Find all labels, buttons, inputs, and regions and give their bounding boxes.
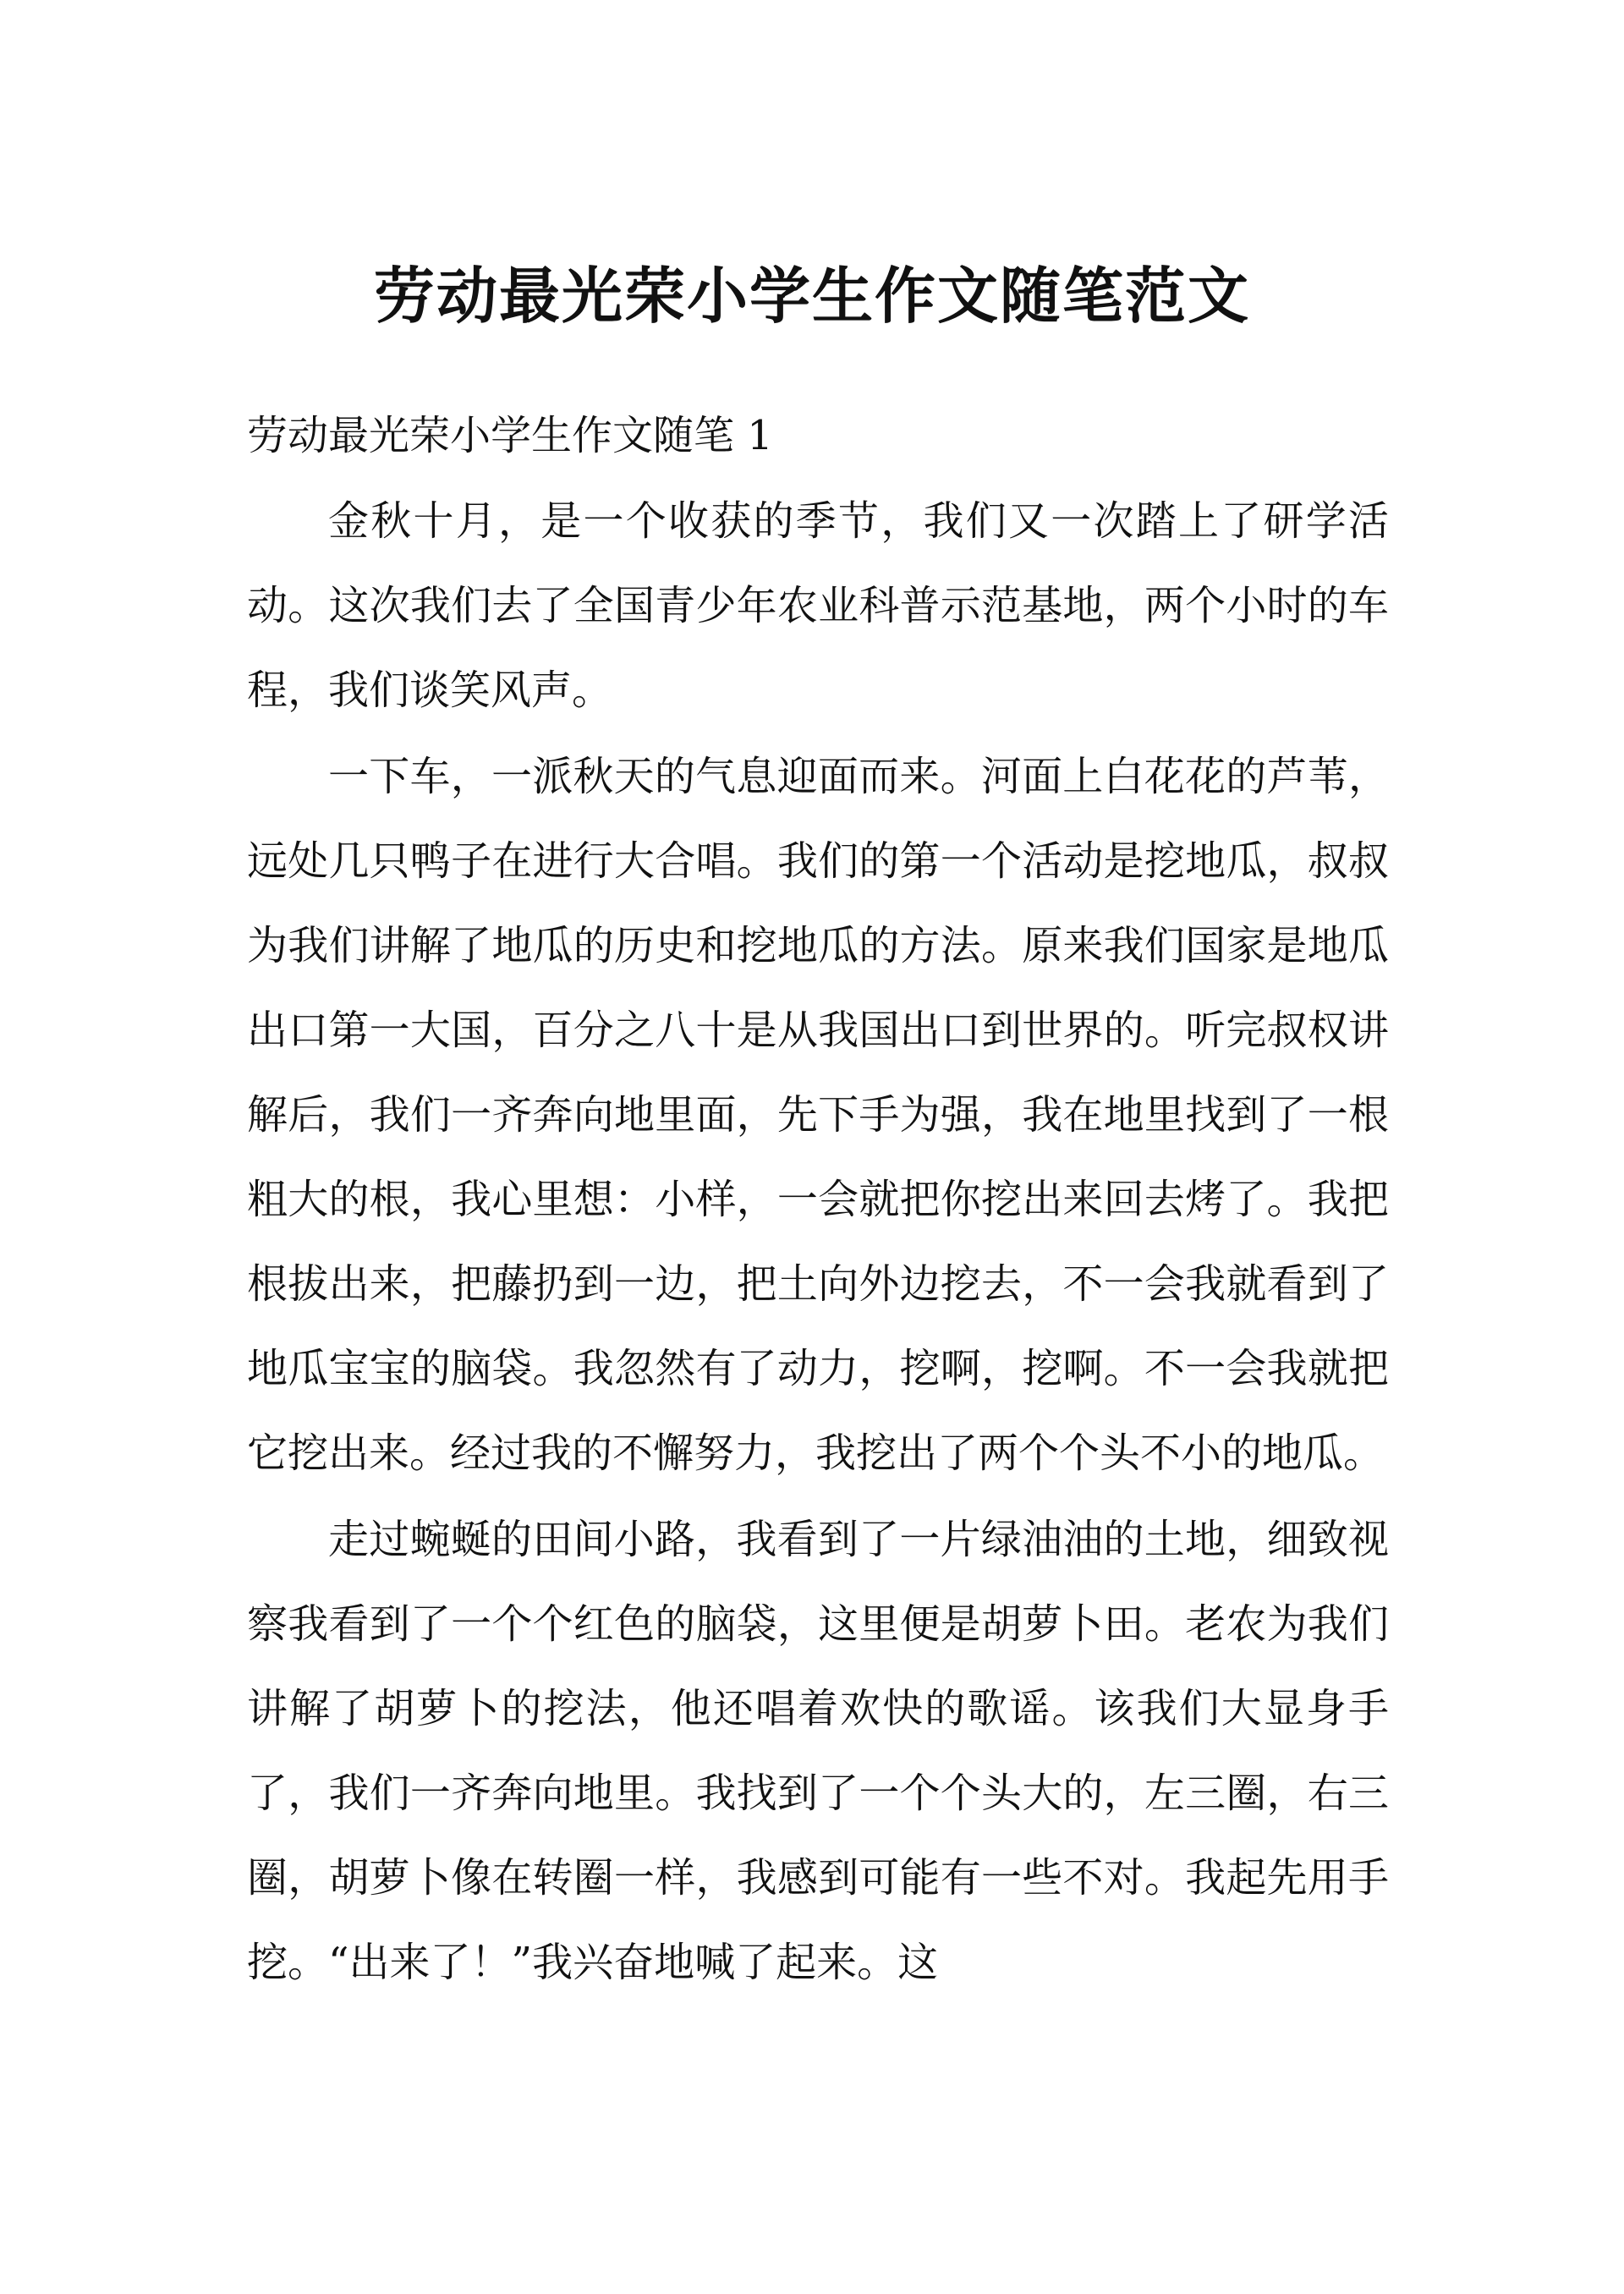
paragraph: 走过蜿蜒的田间小路，我看到了一片绿油油的土地，细致视察我看到了一个个红色的脑袋，这里便是胡萝卜田。老农为我们讲解了胡萝卜的挖法，他还唱着欢快的歌谣。该我们大显身手了，我们一齐奔向地里。我找到了一个个头大的，左三圈，右三圈，胡萝卜像在转圈一样，我感到可能有一些不对。我起先用手挖。“出来了！”我兴奋地喊了起来。这 [247,1516,1389,1986]
paragraph: 金秋十月，是一个收获的季节，我们又一次踏上了研学活动。这次我们去了全国青少年农业科普示范基地，两个小时的车程，我们谈笑风声。 [247,497,1389,714]
section-heading: 劳动最光荣小学生作文随笔 1 [247,412,773,459]
document-title: 劳动最光荣小学生作文随笔范文 [373,260,1250,332]
paragraph: 一下车，一派秋天的气息迎面而来。河面上白花花的芦苇，远处几只鸭子在进行大合唱。我们的第一个活动是挖地瓜，叔叔为我们讲解了地瓜的历史和挖地瓜的方法。原来我们国家是地瓜出口第一大国，百分之八十是从我国出口到世界的。听完叔权讲解后，我们一齐奔向地里面，先下手为强，我在地里找到了一根粗大的根，我心里想：小样，一会就把你挖出来回去烤了。我把根拔出来，把藤扔到一边，把土向外边挖去，不一会我就看到了地瓜宝宝的脑袋。我忽然有了动力，挖啊，挖啊。不一会我就把它挖出来。经过我的不懈努力，我挖出了两个个头不小的地瓜。 [247,753,1389,1477]
document-body [247,479,1389,2006]
